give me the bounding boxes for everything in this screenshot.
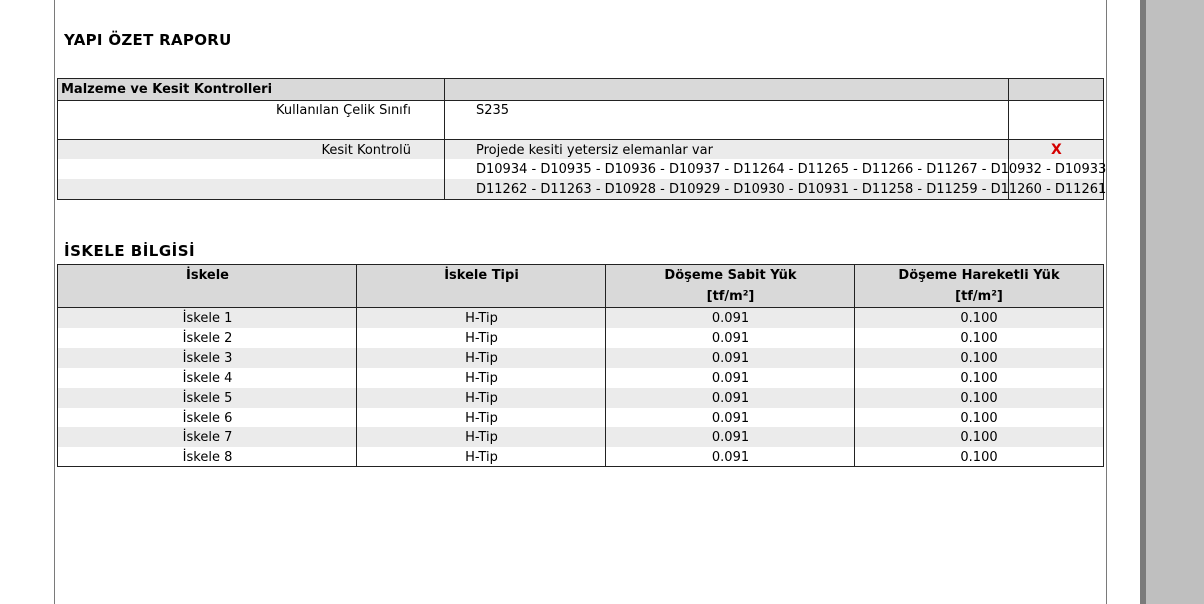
dead-load-value: 0.091: [711, 450, 750, 465]
page-left-border: [54, 0, 55, 604]
column-header-name: İskele: [186, 268, 229, 283]
scaffold-section-title: İSKELE BİLGİSİ: [64, 242, 196, 260]
section-check-message: Projede kesiti yetersiz elemanlar var: [476, 143, 713, 158]
table-row: [58, 328, 1103, 348]
scaffold-name: İskele 7: [182, 430, 233, 445]
scaffold-name: İskele 3: [182, 351, 233, 366]
steel-class-value: S235: [476, 103, 510, 118]
column-header-type: İskele Tipi: [444, 268, 519, 283]
dead-load-value: 0.091: [711, 351, 750, 366]
scaffold-type: H-Tip: [465, 430, 498, 445]
scaffold-type: H-Tip: [465, 411, 498, 426]
dead-load-value: 0.091: [711, 430, 750, 445]
scaffold-name: İskele 6: [182, 411, 233, 426]
dead-load-value: 0.091: [711, 331, 750, 346]
section-check-fail-icon: X: [1051, 142, 1062, 158]
dead-load-value: 0.091: [711, 391, 750, 406]
live-load-value: 0.100: [960, 430, 998, 445]
steel-class-label: Kullanılan Çelik Sınıfı: [276, 103, 411, 118]
column-header-live-load-unit: [tf/m²]: [955, 289, 1003, 304]
live-load-value: 0.100: [960, 351, 998, 366]
insufficient-elements-line-2: D11262 - D11263 - D10928 - D10929 - D10930 - D10931 - D11258 - D11259 - D11260 - D11261: [476, 182, 1107, 197]
scaffold-type: H-Tip: [465, 351, 498, 366]
material-checks-table: [57, 78, 1107, 200]
scaffold-name: İskele 4: [182, 371, 233, 386]
table-row: [58, 368, 1103, 388]
live-load-value: 0.100: [960, 450, 998, 465]
table-row: [58, 427, 1103, 447]
dead-load-value: 0.091: [711, 371, 750, 386]
table-row: [58, 388, 1103, 408]
live-load-value: 0.100: [960, 331, 998, 346]
scaffold-type: H-Tip: [465, 311, 498, 326]
scaffold-name: İskele 8: [182, 450, 233, 465]
column-header-live-load: Döşeme Hareketli Yük: [898, 268, 1060, 283]
live-load-value: 0.100: [960, 391, 998, 406]
table-row: [58, 408, 1103, 428]
scaffold-type: H-Tip: [465, 450, 498, 465]
scaffold-name: İskele 2: [182, 331, 233, 346]
report-title: YAPI ÖZET RAPORU: [64, 31, 232, 49]
dead-load-value: 0.091: [711, 411, 750, 426]
column-header-dead-load-unit: [tf/m²]: [706, 289, 755, 304]
table-row: [58, 348, 1103, 368]
scaffold-name: İskele 5: [182, 391, 233, 406]
insufficient-elements-line-1: D10934 - D10935 - D10936 - D10937 - D11264 - D11265 - D11266 - D11267 - D10932 - D10933: [476, 162, 1107, 177]
page-gutter: [1107, 0, 1140, 604]
table-row: [58, 447, 1103, 467]
scaffold-type: H-Tip: [465, 331, 498, 346]
live-load-value: 0.100: [960, 311, 998, 326]
live-load-value: 0.100: [960, 411, 998, 426]
viewer-background-scroll-area[interactable]: [1146, 0, 1204, 604]
live-load-value: 0.100: [960, 371, 998, 386]
scaffold-type: H-Tip: [465, 391, 498, 406]
table-row: [58, 308, 1103, 328]
column-header-dead-load: Döşeme Sabit Yük: [664, 268, 797, 283]
dead-load-value: 0.091: [711, 311, 750, 326]
scaffold-type: H-Tip: [465, 371, 498, 386]
scaffold-name: İskele 1: [182, 311, 233, 326]
material-header: Malzeme ve Kesit Kontrolleri: [61, 82, 273, 97]
section-check-label: Kesit Kontrolü: [321, 143, 411, 158]
scaffold-table: [57, 264, 1104, 467]
